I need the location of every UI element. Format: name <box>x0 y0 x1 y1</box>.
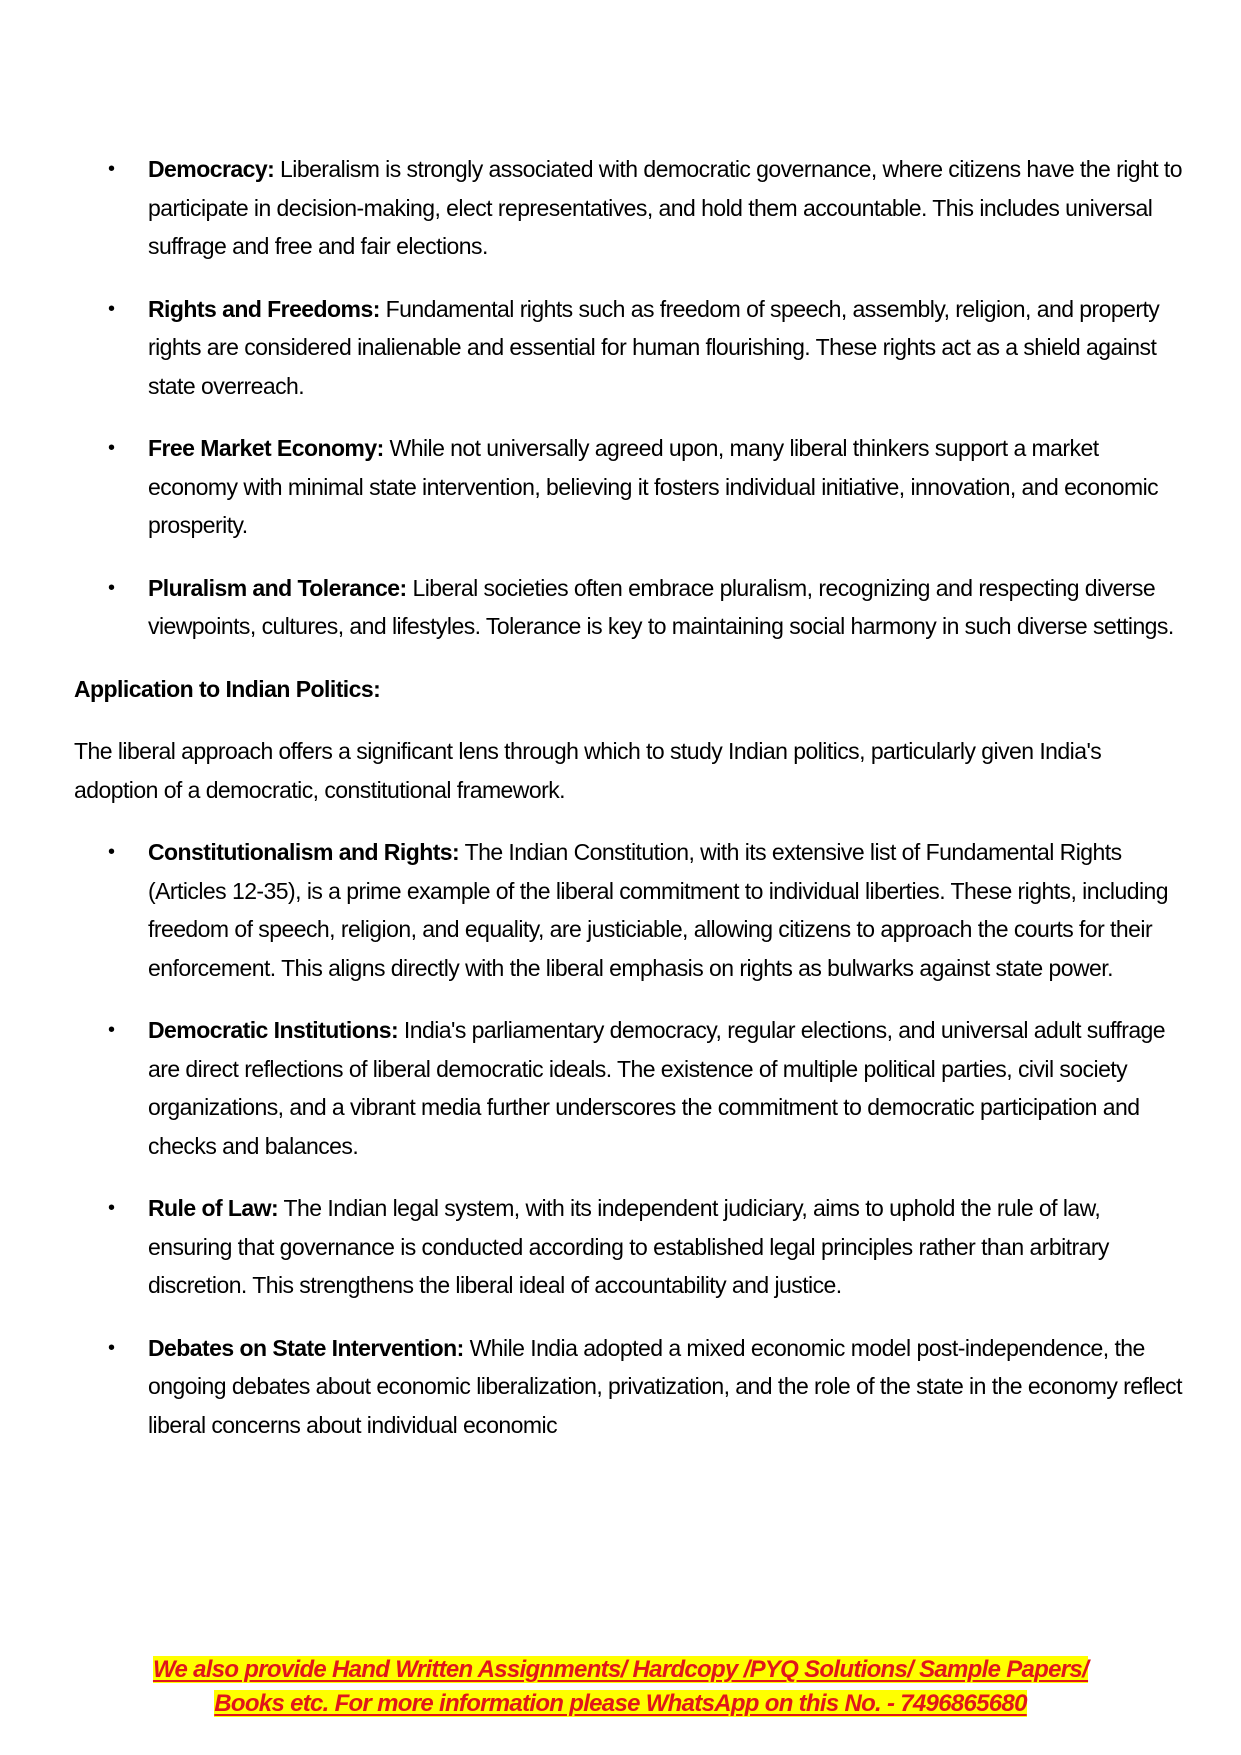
list-item <box>74 150 1184 266</box>
liberal-principles-list <box>74 150 1184 646</box>
item-term: Constitutionalism and Rights: <box>148 839 460 865</box>
bullet-icon: • <box>108 1197 115 1219</box>
item-text: The Indian Constitution, with its extensive list of Fundamental Rights (Articles 12-35), is a prime example of the liberal commitment to individual liberties. These rights, including freedom of speech, religion, and equality, are justiciable, allowing citizens to approach the courts for their enforcement. This aligns directly with the liberal emphasis on rights as bulwarks against state power. <box>148 839 1168 981</box>
list-item <box>74 1189 1184 1305</box>
list-item <box>74 1011 1184 1165</box>
item-text: Liberalism is strongly associated with democratic governance, where citizens have the right to participate in decision-making, elect representatives, and hold them accountable. This includes universal suffrage and free and fair elections. <box>148 156 1183 259</box>
list-item <box>74 290 1184 406</box>
item-term: Rights and Freedoms: <box>148 295 380 322</box>
bullet-icon: • <box>108 297 115 320</box>
bullet-icon: • <box>108 158 115 180</box>
list-item <box>74 429 1184 545</box>
document-body <box>74 150 1184 1468</box>
list-item <box>74 569 1184 646</box>
intro-paragraph: The liberal approach offers a significant lens through which to study Indian politics, particularly given India's adoption of a democratic, constitutional framework. <box>74 738 1102 803</box>
item-text: The Indian legal system, with its independent judiciary, aims to uphold the rule of law, ensuring that governance is conducted according to established legal principles rather than arbitrary discretion. This strengthens the liberal ideal of accountability and justice. <box>148 1195 1109 1298</box>
item-text: India's parliamentary democracy, regular elections, and universal adult suffrage are direct reflections of liberal democratic ideals. The existence of multiple political parties, civil society organizations, and a vibrant media further underscores the commitment to democratic participation and checks and balances. <box>148 1017 1166 1159</box>
item-term: Debates on State Intervention: <box>148 1334 464 1361</box>
indian-politics-list <box>74 833 1184 1444</box>
item-term: Pluralism and Tolerance: <box>148 574 407 601</box>
promo-line-2: Books etc. For more information please WhatsApp on this No. - 7496865680 <box>214 1690 1027 1717</box>
bullet-icon: • <box>108 1019 115 1041</box>
list-item <box>74 1329 1184 1445</box>
item-term: Free Market Economy: <box>148 435 384 461</box>
bullet-icon: • <box>108 437 115 459</box>
bullet-icon: • <box>108 1336 115 1359</box>
item-text: While India adopted a mixed economic model post-independence, the ongoing debates about economic liberalization, privatization, and the role of the state in the economy reflect liberal concerns about individual economic <box>148 1334 1182 1438</box>
promo-footer <box>0 1653 1241 1721</box>
item-text: While not universally agreed upon, many liberal thinkers support a market economy with minimal state intervention, believing it fosters individual initiative, innovation, and economic prosperity. <box>148 435 1159 538</box>
item-text: Liberal societies often embrace pluralism, recognizing and respecting diverse viewpoints, cultures, and lifestyles. Tolerance is key to maintaining social harmony in such diverse settings. <box>148 574 1174 639</box>
bullet-icon: • <box>108 576 115 599</box>
promo-line-1: We also provide Hand Written Assignments/ Hardcopy /PYQ Solutions/ Sample Papers/ <box>152 1656 1089 1683</box>
item-term: Democracy: <box>148 156 275 182</box>
item-term: Democratic Institutions: <box>148 1017 399 1043</box>
section-heading: Application to Indian Politics: <box>74 675 381 702</box>
list-item <box>74 833 1184 987</box>
item-text: Fundamental rights such as freedom of speech, assembly, religion, and property rights are considered inalienable and essential for human flourishing. These rights act as a shield against state overreach. <box>148 295 1160 399</box>
bullet-icon: • <box>108 841 115 863</box>
item-term: Rule of Law: <box>148 1195 279 1221</box>
